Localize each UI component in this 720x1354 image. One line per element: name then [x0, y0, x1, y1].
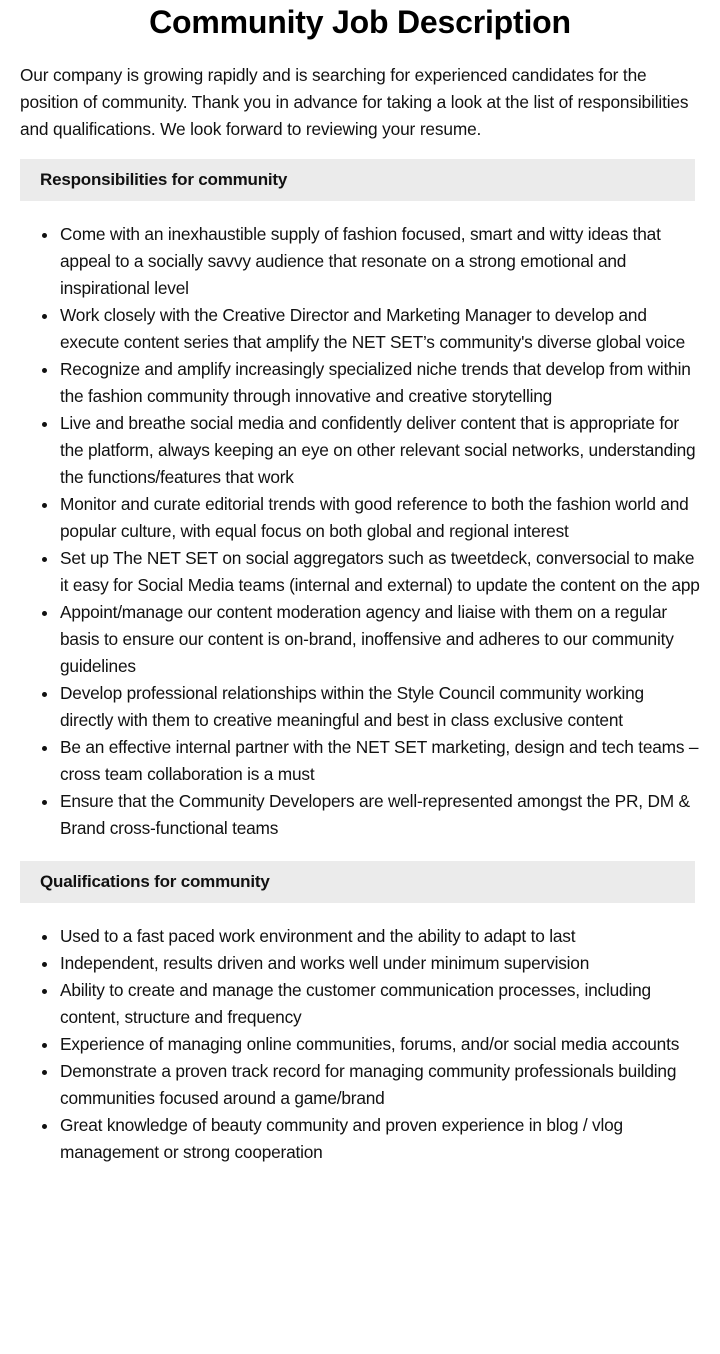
- list-item: Great knowledge of beauty community and proven experience in blog / vlog management or strong cooperation: [60, 1112, 700, 1166]
- responsibilities-heading: Responsibilities for community: [20, 159, 695, 201]
- list-item: Independent, results driven and works well under minimum supervision: [60, 950, 700, 977]
- responsibilities-list: [20, 221, 700, 842]
- list-item: Ability to create and manage the customer communication processes, including content, structure and frequency: [60, 977, 700, 1031]
- qualifications-heading: Qualifications for community: [20, 861, 695, 903]
- intro-paragraph: Our company is growing rapidly and is searching for experienced candidates for the position of community. Thank you in advance for taking a look at the list of responsibilities and qualifications. We look forward to reviewing your resume.: [20, 65, 689, 139]
- list-item: Ensure that the Community Developers are well-represented amongst the PR, DM & Brand cross-functional teams: [60, 788, 700, 842]
- list-item: Recognize and amplify increasingly specialized niche trends that develop from within the fashion community through innovative and creative storytelling: [60, 356, 700, 410]
- page-title: Community Job Description: [149, 4, 571, 40]
- list-item: Experience of managing online communities, forums, and/or social media accounts: [60, 1031, 700, 1058]
- list-item: Come with an inexhaustible supply of fashion focused, smart and witty ideas that appeal to a socially savvy audience that resonate on a strong emotional and inspirational level: [60, 221, 700, 302]
- list-item: Monitor and curate editorial trends with good reference to both the fashion world and popular culture, with equal focus on both global and regional interest: [60, 491, 700, 545]
- list-item: Develop professional relationships within the Style Council community working directly with them to creative meaningful and best in class exclusive content: [60, 680, 700, 734]
- list-item: Demonstrate a proven track record for managing community professionals building communities focused around a game/brand: [60, 1058, 700, 1112]
- list-item: Live and breathe social media and confidently deliver content that is appropriate for the platform, always keeping an eye on other relevant social networks, understanding the functions/features that work: [60, 410, 700, 491]
- qualifications-list: [20, 923, 700, 1166]
- list-item: Be an effective internal partner with the NET SET marketing, design and tech teams – cross team collaboration is a must: [60, 734, 700, 788]
- list-item: Set up The NET SET on social aggregators such as tweetdeck, conversocial to make it easy for Social Media teams (internal and external) to update the content on the app: [60, 545, 700, 599]
- list-item: Appoint/manage our content moderation agency and liaise with them on a regular basis to ensure our content is on-brand, inoffensive and adheres to our community guidelines: [60, 599, 700, 680]
- list-item: Work closely with the Creative Director and Marketing Manager to develop and execute content series that amplify the NET SET’s community's diverse global voice: [60, 302, 700, 356]
- list-item: Used to a fast paced work environment and the ability to adapt to last: [60, 923, 700, 950]
